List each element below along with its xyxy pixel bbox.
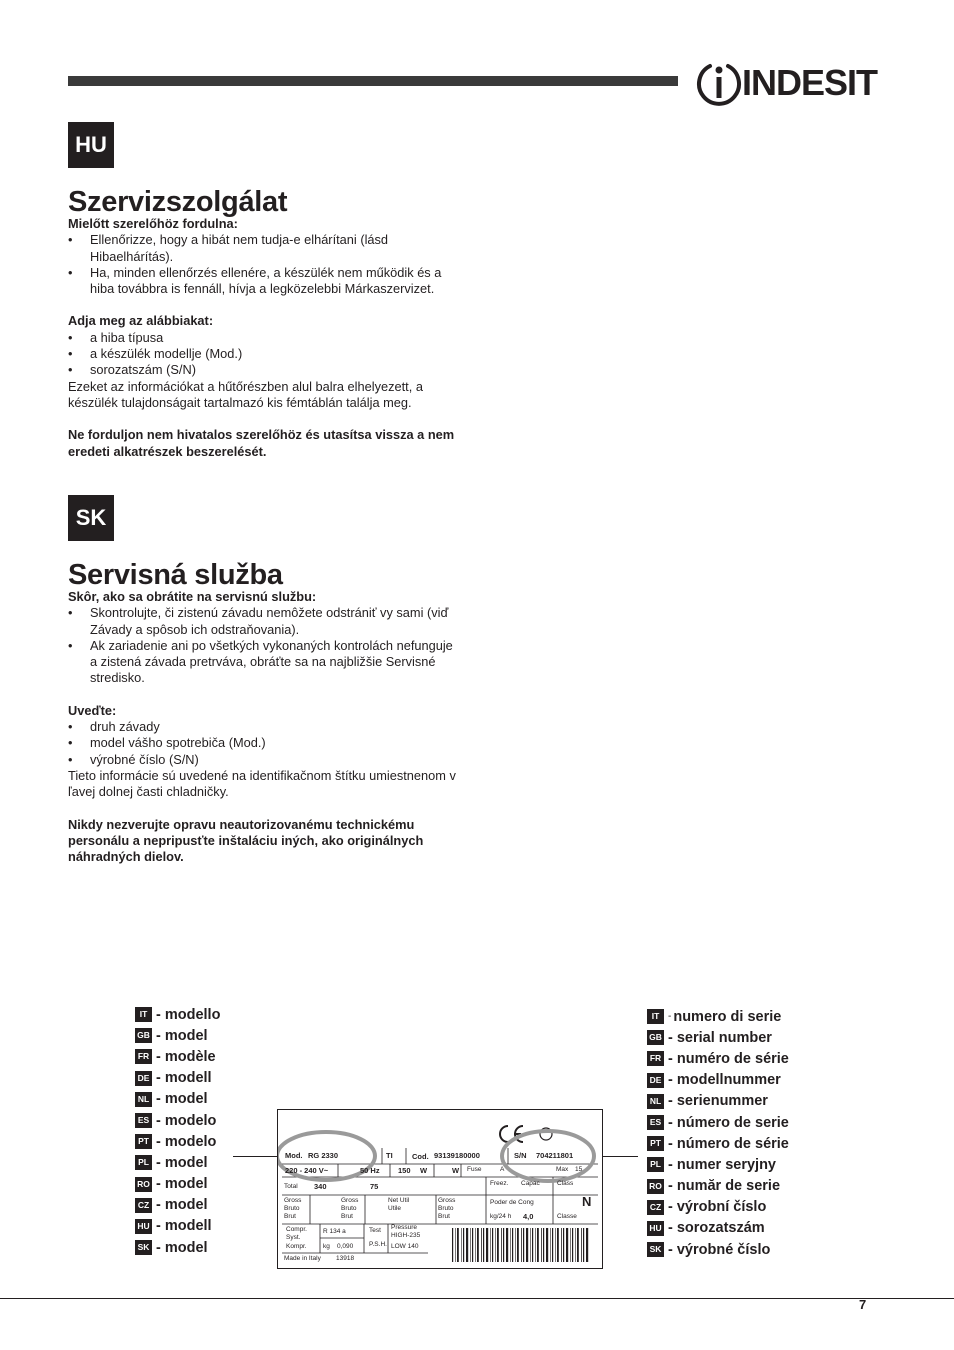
model-label: - modèle — [156, 1048, 216, 1065]
serial-label-row — [647, 1091, 789, 1112]
serial-label-row — [647, 1176, 789, 1197]
list-item: • model vášho spotrebiča (Mod.) — [68, 735, 458, 751]
plate-made-num: 13918 — [336, 1255, 355, 1262]
serial-label: - sorozatszám — [668, 1220, 765, 1237]
serial-label-row — [647, 1027, 789, 1048]
sk-title: Servisná služba — [68, 559, 283, 591]
plate-cod-label: Cod. — [412, 1152, 429, 1161]
list-item: • Ha, minden ellenőrzés ellenére, a készülék nem működik és a hiba továbbra is fennáll, hívja a legközelebbi Márkaszervizet. — [68, 265, 458, 298]
list-item: • a hiba típusa — [68, 330, 458, 346]
model-label: - model — [156, 1027, 208, 1044]
model-label-row — [135, 1152, 220, 1173]
plate-gross1: Gross Bruto Brut — [284, 1197, 302, 1220]
list-item: • Ak zariadenie ani po všetkých vykonaných kontrolách nefunguje a zistená závada pretrváva, obráťte sa na najbližšie Servisné stredisko. — [68, 638, 458, 687]
plate-psh: P.S.H. — [369, 1241, 387, 1248]
list-item: • a készülék modellje (Mod.) — [68, 346, 458, 362]
language-badge-sk: SK — [68, 495, 114, 541]
model-label-row — [135, 1110, 220, 1131]
model-label: - modell — [156, 1218, 212, 1235]
sk-intro: Skôr, ako sa obrátite na servisnú službu: — [68, 589, 317, 604]
hu-provide-heading: Adja meg az alábbiakat: — [68, 313, 214, 329]
sk-info: Tieto informácie sú uvedené na identifikačnom štítku umiestnenom v ľavej dolnej časti chladničky. — [68, 767, 456, 800]
model-label: - modelo — [156, 1133, 217, 1150]
plate-compr: Compr. Syst. — [286, 1226, 307, 1241]
serial-label: - número de serie — [668, 1114, 789, 1131]
plate-r134: R 134 a — [323, 1228, 346, 1235]
serial-label: - numéro de série — [668, 1050, 789, 1067]
serial-label: - modellnummer — [668, 1072, 781, 1089]
lang-tag: IT — [647, 1009, 664, 1024]
plate-w2: W — [452, 1166, 460, 1175]
serial-label-list — [647, 1006, 789, 1260]
model-label-row — [135, 1216, 220, 1237]
serial-label-row — [647, 1239, 789, 1260]
plate-total: Total — [284, 1183, 298, 1190]
hu-info: Ezeket az információkat a hűtőrészben alul balra elhelyezett, a készülék tulajdonságait tartalmazó kis fémtáblán találja meg. — [68, 378, 423, 410]
plate-gross3: Gross Bruto Brut — [438, 1197, 456, 1220]
lang-tag: NL — [135, 1092, 152, 1107]
sk-provide-heading: Uveďte: — [68, 702, 117, 718]
model-label-row — [135, 1025, 220, 1046]
model-label-row — [135, 1004, 220, 1025]
plate-gross2: Gross Bruto Brut — [341, 1197, 359, 1220]
plate-kg24-val: 4,0 — [523, 1212, 534, 1221]
plate-cod-value: 93139180000 — [434, 1151, 480, 1160]
indesit-logo — [694, 58, 878, 108]
lang-tag: FR — [647, 1051, 664, 1066]
lang-tag: PT — [135, 1134, 152, 1149]
plate-test: Test — [369, 1227, 381, 1234]
hu-check-list — [68, 232, 458, 297]
model-label-row — [135, 1089, 220, 1110]
plate-sn-value: 704211801 — [536, 1151, 574, 1160]
lang-tag: ES — [135, 1113, 152, 1128]
sk-warning: Nikdy nezverujte opravu neautorizovanému technickému personálu a nepripusťte inštaláciu iných, ako originálnych náhradných dielov. — [68, 816, 424, 865]
plate-class-n: N — [582, 1194, 592, 1209]
lang-tag: SK — [647, 1242, 664, 1257]
plate-fuse: Fuse — [467, 1166, 482, 1173]
plate-total-val: 340 — [314, 1182, 327, 1191]
header-bar — [68, 76, 678, 86]
lang-tag: HU — [647, 1221, 664, 1236]
serial-label: numero di serie — [673, 1008, 782, 1025]
plate-class: Class — [557, 1180, 574, 1187]
lang-tag: IT — [135, 1007, 152, 1022]
plate-mod-value: RG 2330 — [308, 1151, 339, 1160]
hu-section — [68, 216, 458, 460]
hu-warning: Ne forduljon nem hivatalos szerelőhöz és utasítsa vissza a nem eredeti alkatrészek beszerelését. — [68, 427, 455, 459]
lang-tag: PL — [647, 1157, 664, 1172]
serial-label: - numer seryjny — [668, 1156, 776, 1173]
plate-kg: kg — [323, 1243, 330, 1250]
lang-tag: DE — [647, 1073, 664, 1088]
model-label-row — [135, 1174, 220, 1195]
serial-label-row — [647, 1218, 789, 1239]
serial-label-row — [647, 1006, 789, 1027]
lang-tag: RO — [647, 1179, 664, 1194]
model-label: - model — [156, 1091, 208, 1108]
lang-tag: SK — [135, 1240, 152, 1255]
model-label: - model — [156, 1239, 208, 1256]
dash: - — [668, 1011, 672, 1023]
sk-check-list — [68, 605, 458, 686]
plate-max-val: 15 — [575, 1166, 583, 1173]
plate-capac: Capac — [521, 1180, 540, 1187]
plate-kg-val: 0,090 — [337, 1243, 354, 1250]
plate-watt: 150 — [398, 1166, 411, 1175]
plate-mod-label: Mod. — [285, 1151, 303, 1160]
sk-section — [68, 589, 458, 865]
model-label-list — [135, 1004, 220, 1258]
sk-provide-list — [68, 719, 458, 768]
lang-tag: RO — [135, 1177, 152, 1192]
footer-rule — [0, 1298, 954, 1299]
lang-tag: GB — [647, 1030, 664, 1045]
list-item: • Skontrolujte, či zistenú závadu nemôžete odstrániť vy sami (viď Závady a spôsob ich odstraňovania). — [68, 605, 458, 638]
model-label-row — [135, 1068, 220, 1089]
model-label: - model — [156, 1176, 208, 1193]
lang-tag: CZ — [135, 1198, 152, 1213]
serial-label: - serienummer — [668, 1093, 768, 1110]
plate-total-val2: 75 — [370, 1182, 379, 1191]
plate-sn-label: S/N — [514, 1151, 527, 1160]
hu-provide-list — [68, 330, 458, 379]
model-label-row — [135, 1131, 220, 1152]
serial-label: - número de série — [668, 1135, 789, 1152]
model-label-row — [135, 1046, 220, 1067]
serial-label-row — [647, 1133, 789, 1154]
serial-label: - serial number — [668, 1029, 772, 1046]
plate-kg24: kg/24 h — [490, 1213, 512, 1220]
serial-label-row — [647, 1197, 789, 1218]
plate-kompr: Kompr. — [286, 1243, 307, 1250]
brand-name: INDESIT — [742, 62, 878, 103]
model-label-row — [135, 1237, 220, 1258]
model-label-row — [135, 1195, 220, 1216]
hu-title: Szervizszolgálat — [68, 186, 288, 218]
serial-label-row — [647, 1048, 789, 1069]
lang-tag: PT — [647, 1136, 664, 1151]
plate-amp: A — [500, 1166, 505, 1173]
model-label: - model — [156, 1154, 208, 1171]
serial-label-row — [647, 1154, 789, 1175]
list-item: • druh závady — [68, 719, 458, 735]
lang-tag: HU — [135, 1219, 152, 1234]
lang-tag: GB — [135, 1028, 152, 1043]
plate-w-unit: W — [420, 1166, 428, 1175]
plate-low: LOW 140 — [391, 1243, 419, 1250]
lang-tag: NL — [647, 1094, 664, 1109]
language-badge-hu: HU — [68, 122, 114, 168]
plate-max: Max — [556, 1166, 569, 1173]
plate-voltage: 220 - 240 V~ — [285, 1166, 329, 1175]
hu-intro: Mielőtt szerelőhöz fordulna: — [68, 216, 238, 231]
list-item: • Ellenőrizze, hogy a hibát nem tudja-e elhárítani (lásd Hibaelhárítás). — [68, 232, 458, 265]
model-label: - model — [156, 1197, 208, 1214]
page-number: 7 — [859, 1297, 867, 1312]
lang-tag: ES — [647, 1115, 664, 1130]
model-label: - modelo — [156, 1112, 217, 1129]
serial-label: - výrobní číslo — [668, 1199, 767, 1216]
indesit-logo-icon — [694, 58, 742, 108]
plate-high: HIGH-235 — [391, 1232, 421, 1239]
model-label: - modell — [156, 1070, 212, 1087]
list-item: • výrobné číslo (S/N) — [68, 752, 458, 768]
plate-freez: Freez. — [490, 1180, 509, 1187]
plate-net: Net Util Utile — [388, 1197, 410, 1212]
serial-label: - număr de serie — [668, 1178, 781, 1195]
lang-tag: CZ — [647, 1200, 664, 1215]
plate-hz: 50 Hz — [360, 1166, 380, 1175]
rating-plate — [277, 1109, 603, 1269]
serial-label-row — [647, 1112, 789, 1133]
plate-pressure: Pressure — [391, 1224, 418, 1231]
model-label: - modello — [156, 1006, 221, 1023]
serial-label-row — [647, 1070, 789, 1091]
serial-label: - výrobné číslo — [668, 1241, 771, 1258]
plate-classe: Classe — [557, 1213, 577, 1220]
lang-tag: DE — [135, 1071, 152, 1086]
plate-made: Made in Italy — [284, 1255, 321, 1262]
lang-tag: PL — [135, 1155, 152, 1170]
plate-poder: Poder de Cong — [490, 1199, 534, 1206]
lang-tag: FR — [135, 1049, 152, 1064]
list-item: • sorozatszám (S/N) — [68, 362, 458, 378]
plate-ti: TI — [386, 1151, 393, 1160]
